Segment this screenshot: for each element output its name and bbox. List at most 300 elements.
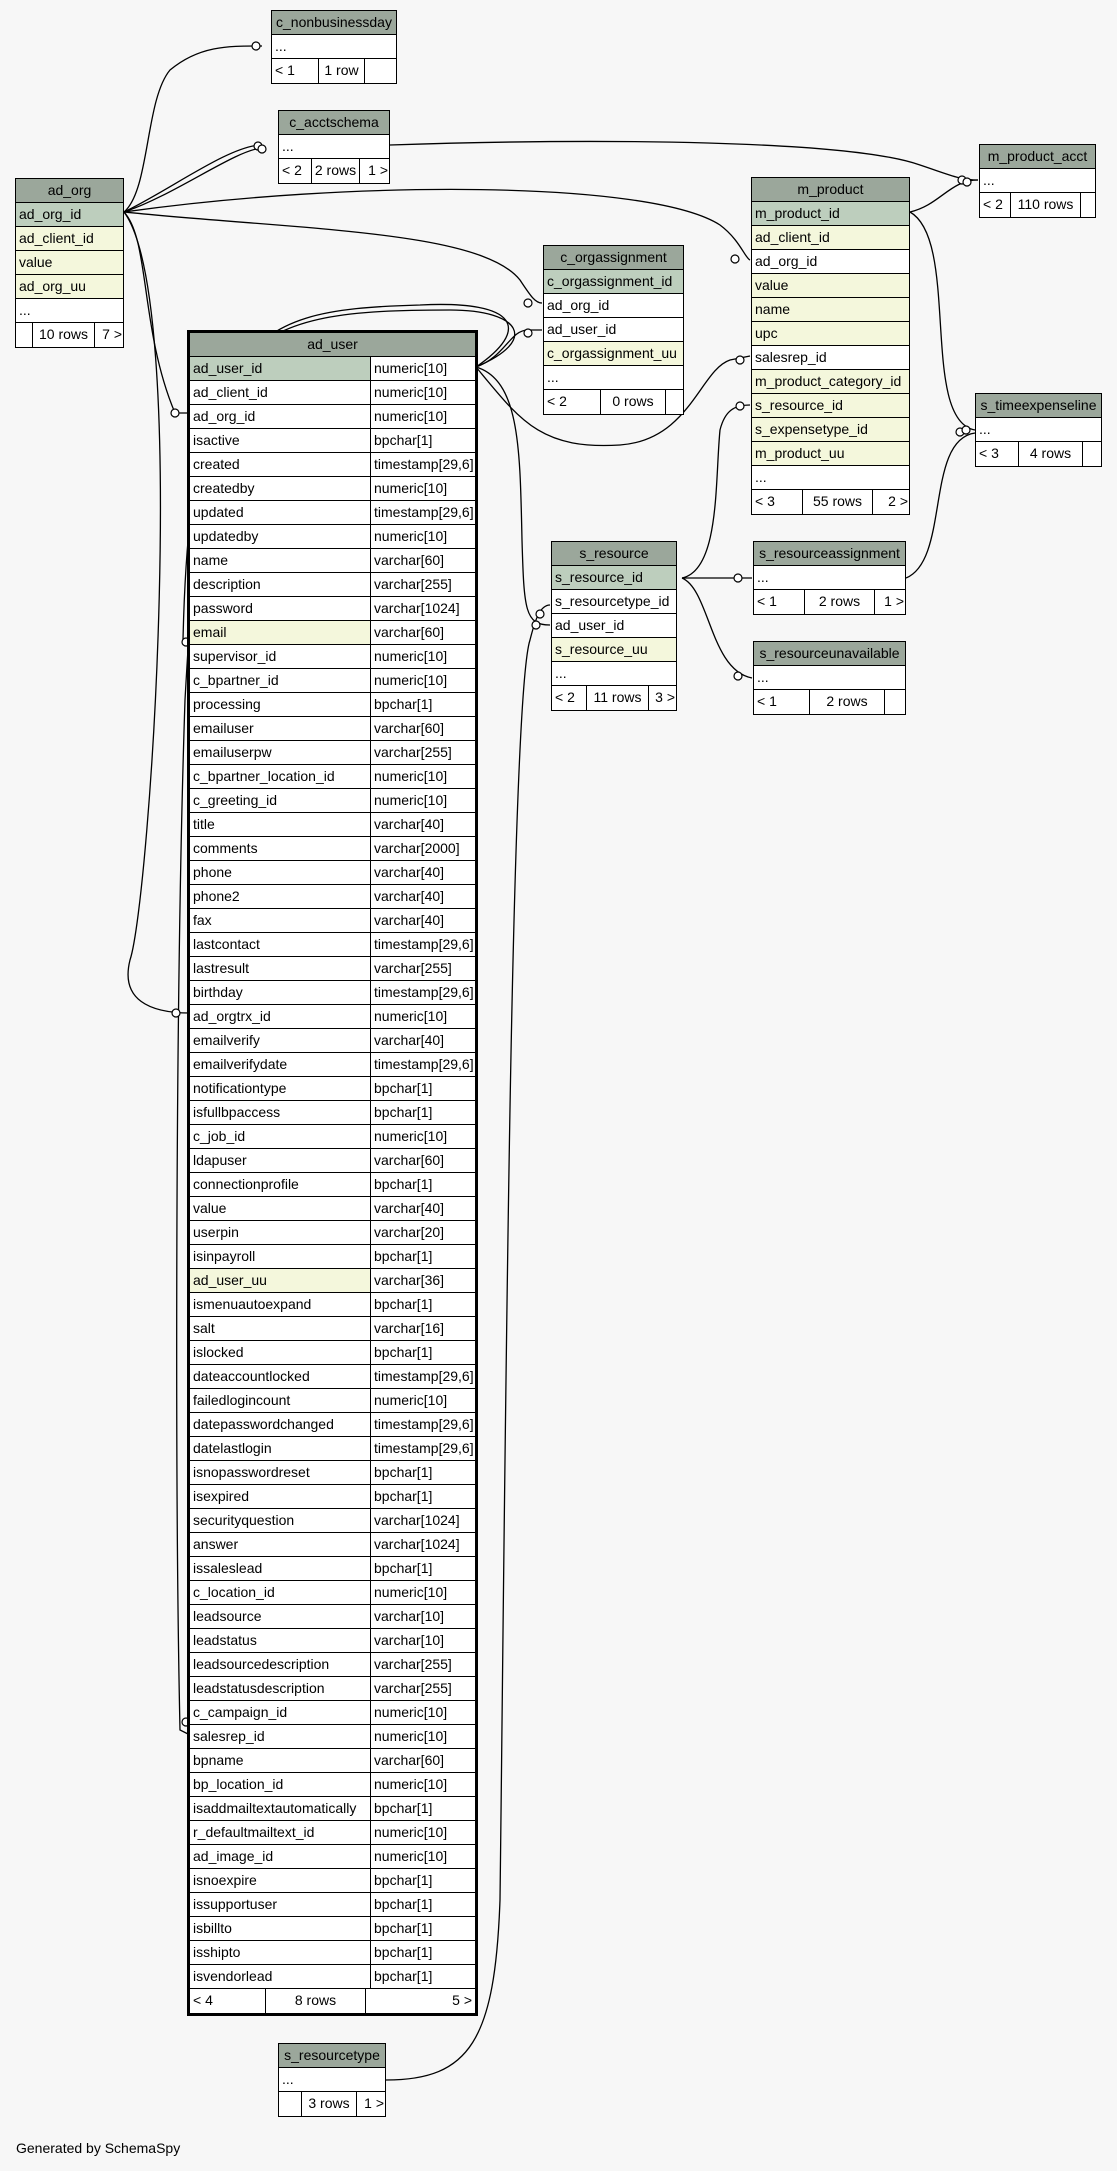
column-row	[190, 1149, 475, 1173]
column-row	[190, 1221, 475, 1245]
footer-rowcount: 0 rows	[600, 390, 665, 414]
edge-marker	[172, 1009, 180, 1017]
footer-row	[752, 490, 909, 514]
footer-rowcount: 10 rows	[32, 323, 94, 347]
column-type: varchar[1024]	[371, 1533, 475, 1556]
column-type: bpchar[1]	[371, 1101, 475, 1124]
edge-s-resourceassignment-s-timeexpenseline	[906, 433, 975, 578]
column-name: salt	[190, 1317, 371, 1340]
table-header[interactable]: c_acctschema	[279, 111, 389, 135]
edge-s-resource-m-product	[682, 405, 750, 578]
table-footer	[272, 59, 398, 83]
table-m-product[interactable]	[751, 177, 910, 515]
edge-ad-org-c-nonbusinessday	[124, 46, 262, 212]
footer-parents[interactable]: < 1	[275, 62, 295, 78]
table-footer	[980, 193, 1097, 217]
column-type: bpchar[1]	[371, 1341, 475, 1364]
column-name: issaleslead	[190, 1557, 371, 1580]
column-name: leadstatusdescription	[190, 1677, 371, 1700]
column-name: ...	[555, 665, 567, 681]
edge-marker	[252, 42, 260, 50]
column-name: s_expensetype_id	[755, 421, 868, 437]
footer-rowcount: 11 rows	[586, 686, 648, 710]
column-name: c_orgassignment_uu	[547, 345, 677, 361]
column-name: ad_org_uu	[19, 278, 86, 294]
column-name: ...	[983, 172, 995, 188]
column-row	[190, 501, 475, 525]
column-row	[552, 590, 676, 614]
footer-children[interactable]: 3 >	[648, 686, 678, 710]
table-footer	[544, 390, 685, 414]
column-row	[752, 322, 909, 346]
column-name: emailverifydate	[190, 1053, 371, 1076]
column-name: notificationtype	[190, 1077, 371, 1100]
column-type: timestamp[29,6]	[371, 1365, 475, 1388]
column-row	[752, 442, 909, 466]
column-type: numeric[10]	[371, 1821, 475, 1844]
column-row	[190, 1653, 475, 1677]
edge-marker	[171, 409, 179, 417]
footer-children[interactable]: 2 >	[872, 490, 911, 514]
column-type: timestamp[29,6]	[371, 1053, 475, 1076]
footer-children[interactable]: 5 >	[365, 1989, 475, 2013]
column-name: c_greeting_id	[190, 789, 371, 812]
table-header[interactable]: s_timeexpenseline	[976, 394, 1101, 418]
footer-children	[1082, 442, 1103, 466]
column-type: varchar[255]	[371, 573, 475, 596]
edge-ad-org-ad-user-orgtrx	[124, 212, 190, 1013]
column-name: isactive	[190, 429, 371, 452]
footer-parents[interactable]: < 2	[547, 393, 567, 409]
column-type: numeric[10]	[371, 477, 475, 500]
column-row	[190, 1437, 475, 1461]
footer-parents[interactable]: < 2	[555, 689, 575, 705]
column-name: leadstatus	[190, 1629, 371, 1652]
column-type: bpchar[1]	[371, 1245, 475, 1268]
column-name: ldapuser	[190, 1149, 371, 1172]
footer-row	[552, 686, 676, 710]
column-name: m_product_id	[755, 205, 840, 221]
column-name: ...	[757, 669, 769, 685]
column-row	[190, 1557, 475, 1581]
footer-parents[interactable]: < 3	[755, 493, 775, 509]
edge-ad-org-c-acctschema	[124, 145, 262, 212]
column-row	[190, 453, 475, 477]
column-type: numeric[10]	[371, 645, 475, 668]
more-columns-row	[272, 35, 396, 59]
column-name: failedlogincount	[190, 1389, 371, 1412]
column-type: timestamp[29,6]	[371, 501, 475, 524]
table-header[interactable]: s_resourceunavailable	[754, 642, 905, 666]
column-row	[190, 1317, 475, 1341]
column-row	[190, 381, 475, 405]
footer-rowcount: 55 rows	[802, 490, 872, 514]
column-row	[552, 566, 676, 590]
footer-children	[884, 690, 907, 714]
column-type: bpchar[1]	[371, 1917, 475, 1940]
column-row	[190, 1101, 475, 1125]
column-name: c_location_id	[190, 1581, 371, 1604]
column-name: c_orgassignment_id	[547, 273, 673, 289]
column-row	[190, 669, 475, 693]
column-row	[190, 1053, 475, 1077]
column-row	[190, 1509, 475, 1533]
footer-parents[interactable]: < 2	[983, 196, 1003, 212]
footer-parents[interactable]: < 1	[757, 693, 777, 709]
column-name: updated	[190, 501, 371, 524]
column-row	[190, 885, 475, 909]
column-type: numeric[10]	[371, 789, 475, 812]
edge-ad-org-c-acctschema-2	[124, 148, 262, 212]
column-row	[190, 1701, 475, 1725]
edge-marker	[958, 176, 966, 184]
column-type: numeric[10]	[371, 1725, 475, 1748]
column-row	[190, 1533, 475, 1557]
column-row	[16, 251, 123, 275]
column-row	[190, 1197, 475, 1221]
column-name: comments	[190, 837, 371, 860]
column-row	[190, 597, 475, 621]
column-row	[190, 1245, 475, 1269]
edge-marker	[254, 142, 262, 150]
column-type: bpchar[1]	[371, 1797, 475, 1820]
column-row	[752, 226, 909, 250]
footer-children	[665, 390, 685, 414]
column-name: islocked	[190, 1341, 371, 1364]
column-name: phone2	[190, 885, 371, 908]
column-name: bpname	[190, 1749, 371, 1772]
column-name: password	[190, 597, 371, 620]
column-type: bpchar[1]	[371, 1869, 475, 1892]
edge-marker	[731, 255, 739, 263]
column-row	[190, 1965, 475, 1989]
column-type: timestamp[29,6]	[371, 1437, 475, 1460]
footer-children[interactable]: 1 >	[874, 590, 907, 614]
column-name: c_campaign_id	[190, 1701, 371, 1724]
footer-children[interactable]: 7 >	[94, 323, 125, 347]
footer-row	[16, 323, 123, 347]
column-row	[544, 270, 683, 294]
column-row	[190, 789, 475, 813]
column-name: value	[19, 254, 53, 270]
column-name: issupportuser	[190, 1893, 371, 1916]
column-type: varchar[2000]	[371, 837, 475, 860]
column-type: varchar[60]	[371, 621, 475, 644]
column-name: ad_org_id	[19, 206, 82, 222]
column-type: bpchar[1]	[371, 1485, 475, 1508]
column-name: s_resource_id	[755, 397, 843, 413]
table-s-resource[interactable]	[551, 541, 677, 711]
column-row	[190, 837, 475, 861]
footer-rowcount: 3 rows	[301, 2092, 356, 2116]
column-name: ...	[547, 369, 559, 385]
footer-parents[interactable]: < 2	[282, 162, 302, 178]
column-row	[190, 1005, 475, 1029]
column-name: emailuserpw	[190, 741, 371, 764]
column-name: c_job_id	[190, 1125, 371, 1148]
column-row	[752, 250, 909, 274]
column-name: salesrep_id	[755, 349, 827, 365]
footer-row	[980, 193, 1095, 217]
footer-rowcount: 2 rows	[809, 690, 884, 714]
column-name: emailverify	[190, 1029, 371, 1052]
column-name: ...	[19, 302, 31, 318]
table-c-nonbusinessday[interactable]	[271, 10, 397, 84]
edge-marker	[734, 574, 742, 582]
table-header[interactable]: c_nonbusinessday	[272, 11, 396, 35]
column-row	[190, 1869, 475, 1893]
more-columns-row	[544, 366, 683, 390]
table-s-resourcetype[interactable]	[278, 2043, 386, 2117]
table-header[interactable]: m_product	[752, 178, 909, 202]
table-s-resourceassignment[interactable]	[753, 541, 906, 615]
column-name: salesrep_id	[190, 1725, 371, 1748]
column-type: bpchar[1]	[371, 1965, 475, 1988]
table-footer	[552, 686, 678, 710]
column-type: varchar[255]	[371, 1653, 475, 1676]
column-row	[190, 1413, 475, 1437]
column-type: varchar[40]	[371, 885, 475, 908]
column-name: dateaccountlocked	[190, 1365, 371, 1388]
column-type: timestamp[29,6]	[371, 453, 475, 476]
column-row	[190, 1773, 475, 1797]
more-columns-row	[279, 135, 389, 159]
column-row	[190, 1893, 475, 1917]
column-name: ...	[755, 469, 767, 485]
table-s-resourceunavailable[interactable]	[753, 641, 906, 715]
column-name: isshipto	[190, 1941, 371, 1964]
column-type: numeric[10]	[371, 1581, 475, 1604]
column-name: r_defaultmailtext_id	[190, 1821, 371, 1844]
column-name: upc	[755, 325, 778, 341]
table-footer	[976, 442, 1103, 466]
edge-marker	[956, 428, 964, 436]
column-name: name	[755, 301, 791, 317]
footer-row	[976, 442, 1101, 466]
column-row	[552, 614, 676, 638]
column-type: varchar[255]	[371, 957, 475, 980]
column-type: varchar[60]	[371, 1749, 475, 1772]
column-type: varchar[255]	[371, 1677, 475, 1700]
column-type: bpchar[1]	[371, 1461, 475, 1484]
footer-children	[1080, 193, 1097, 217]
column-name: c_bpartner_location_id	[190, 765, 371, 788]
table-s-timeexpenseline[interactable]	[975, 393, 1102, 467]
column-row	[190, 621, 475, 645]
column-row	[190, 429, 475, 453]
column-type: varchar[40]	[371, 909, 475, 932]
column-name: isinpayroll	[190, 1245, 371, 1268]
column-name: emailuser	[190, 717, 371, 740]
column-name: ad_org_id	[190, 405, 371, 428]
column-type: numeric[10]	[371, 357, 475, 380]
footer-children[interactable]: 1 >	[356, 2092, 387, 2116]
column-row	[190, 1461, 475, 1485]
column-row	[190, 693, 475, 717]
edge-marker	[736, 356, 744, 364]
table-header[interactable]: s_resourceassignment	[754, 542, 905, 566]
column-row	[752, 202, 909, 226]
column-name: isexpired	[190, 1485, 371, 1508]
column-name: birthday	[190, 981, 371, 1004]
column-row	[190, 1941, 475, 1965]
column-name: isnopasswordreset	[190, 1461, 371, 1484]
column-name: ...	[282, 2071, 294, 2087]
footer-row	[279, 2092, 385, 2116]
column-type: varchar[10]	[371, 1629, 475, 1652]
footer-rowcount: 110 rows	[1010, 193, 1080, 217]
column-name: leadsource	[190, 1605, 371, 1628]
column-type: varchar[36]	[371, 1269, 475, 1292]
column-type: bpchar[1]	[371, 1173, 475, 1196]
column-row	[544, 342, 683, 366]
column-type: varchar[60]	[371, 1149, 475, 1172]
table-footer	[752, 490, 911, 514]
footer-children[interactable]: 1 >	[359, 159, 391, 183]
column-name: ad_user_id	[547, 321, 617, 337]
column-name: ad_image_id	[190, 1845, 371, 1868]
column-type: varchar[1024]	[371, 1509, 475, 1532]
column-row	[190, 1077, 475, 1101]
column-name: isnoexpire	[190, 1869, 371, 1892]
table-m-product-acct[interactable]	[979, 144, 1096, 218]
column-type: bpchar[1]	[371, 1941, 475, 1964]
table-footer	[16, 323, 125, 347]
footer-parents[interactable]: < 1	[757, 593, 777, 609]
column-row	[190, 1605, 475, 1629]
column-name: connectionprofile	[190, 1173, 371, 1196]
column-row	[190, 1341, 475, 1365]
column-type: numeric[10]	[371, 669, 475, 692]
table-ad-org[interactable]	[15, 178, 124, 348]
table-header[interactable]: c_orgassignment	[544, 246, 683, 270]
table-ad-user[interactable]	[187, 330, 478, 2016]
generated-by-footer: Generated by SchemaSpy	[16, 2140, 181, 2156]
table-header[interactable]: s_resourcetype	[279, 2044, 385, 2068]
column-type: bpchar[1]	[371, 429, 475, 452]
edge-marker	[736, 402, 744, 410]
column-row	[752, 418, 909, 442]
column-row	[190, 1293, 475, 1317]
column-type: numeric[10]	[371, 1389, 475, 1412]
column-row	[190, 765, 475, 789]
column-type: varchar[1024]	[371, 597, 475, 620]
footer-parents[interactable]: < 3	[979, 445, 999, 461]
footer-row	[544, 390, 683, 414]
table-c-orgassignment[interactable]	[543, 245, 684, 415]
column-row	[190, 1269, 475, 1293]
column-type: bpchar[1]	[371, 1557, 475, 1580]
column-name: description	[190, 573, 371, 596]
edge-c-acctschema-m-product-acct	[390, 142, 978, 180]
column-row	[190, 957, 475, 981]
column-type: timestamp[29,6]	[371, 933, 475, 956]
table-header[interactable]: ad_user	[190, 333, 475, 357]
column-type: varchar[40]	[371, 1029, 475, 1052]
column-type: bpchar[1]	[371, 693, 475, 716]
column-row	[190, 813, 475, 837]
column-row	[544, 294, 683, 318]
column-row	[190, 1917, 475, 1941]
more-columns-row	[552, 662, 676, 686]
footer-row	[190, 1989, 475, 2013]
column-name: lastcontact	[190, 933, 371, 956]
column-name: name	[190, 549, 371, 572]
column-name: value	[755, 277, 789, 293]
column-row	[190, 573, 475, 597]
footer-rowcount: 4 rows	[1018, 442, 1082, 466]
table-header[interactable]: s_resource	[552, 542, 676, 566]
column-row	[190, 1629, 475, 1653]
more-columns-row	[976, 418, 1101, 442]
footer-rowcount: 8 rows	[265, 1989, 365, 2013]
column-row	[190, 525, 475, 549]
column-name: ad_user_uu	[190, 1269, 371, 1292]
column-type: varchar[60]	[371, 549, 475, 572]
column-name: ismenuautoexpand	[190, 1293, 371, 1316]
column-row	[190, 717, 475, 741]
edge-marker	[536, 610, 544, 618]
column-name: datepasswordchanged	[190, 1413, 371, 1436]
column-name: ad_org_id	[755, 253, 818, 269]
column-row	[752, 370, 909, 394]
column-row	[190, 1173, 475, 1197]
column-type: varchar[16]	[371, 1317, 475, 1340]
column-name: email	[190, 621, 371, 644]
more-columns-row	[754, 666, 905, 690]
more-columns-row	[754, 566, 905, 590]
table-header[interactable]: m_product_acct	[980, 145, 1095, 169]
table-footer	[279, 2092, 387, 2116]
column-type: numeric[10]	[371, 1773, 475, 1796]
column-row	[190, 1485, 475, 1509]
column-name: ad_client_id	[190, 381, 371, 404]
column-name: datelastlogin	[190, 1437, 371, 1460]
footer-rowcount: 2 rows	[311, 159, 359, 183]
column-name: m_product_category_id	[755, 373, 902, 389]
table-c-acctschema[interactable]	[278, 110, 390, 184]
column-name: ad_client_id	[19, 230, 94, 246]
column-name: s_resourcetype_id	[555, 593, 670, 609]
column-row	[190, 549, 475, 573]
column-name: ad_client_id	[755, 229, 830, 245]
column-row	[190, 1125, 475, 1149]
edge-ad-org-ad-user-org	[124, 212, 190, 413]
edge-marker	[524, 299, 532, 307]
column-type: numeric[10]	[371, 765, 475, 788]
column-name: ad_user_id	[555, 617, 625, 633]
more-columns-row	[279, 2068, 385, 2092]
column-row	[190, 909, 475, 933]
column-row	[190, 1677, 475, 1701]
column-name: c_bpartner_id	[190, 669, 371, 692]
column-type: numeric[10]	[371, 1845, 475, 1868]
column-type: varchar[40]	[371, 813, 475, 836]
footer-parents[interactable]: < 4	[193, 1992, 213, 2008]
column-row	[190, 1725, 475, 1749]
column-name: value	[190, 1197, 371, 1220]
edge-ad-user-c-orgassignment	[476, 330, 542, 367]
table-header[interactable]: ad_org	[16, 179, 123, 203]
column-name: leadsourcedescription	[190, 1653, 371, 1676]
column-type: timestamp[29,6]	[371, 1413, 475, 1436]
table-footer	[754, 590, 907, 614]
column-row	[190, 933, 475, 957]
column-row	[190, 1029, 475, 1053]
edge-marker	[963, 178, 971, 186]
footer-row	[754, 590, 905, 614]
footer-parents	[279, 2092, 301, 2116]
